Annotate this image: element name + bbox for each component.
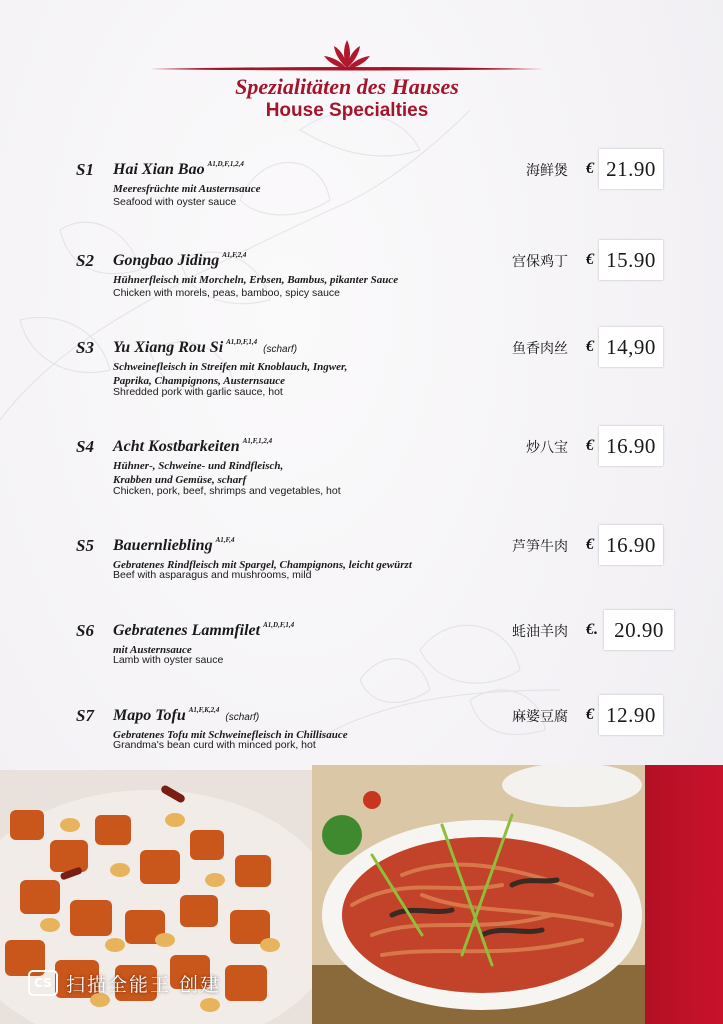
price-tag xyxy=(604,610,674,650)
item-name-line xyxy=(113,160,250,179)
item-description-german: Schweinefleisch in Streifen mit Knoblauch, Ingwer, Paprika, Champignons, Austernsauce xyxy=(113,361,348,387)
item-name-chinese: 炒八宝 xyxy=(526,440,568,456)
item-name: Yu Xiang Rou Si xyxy=(113,339,224,356)
price-tag xyxy=(599,240,663,280)
item-price: 21.90 xyxy=(606,157,656,181)
item-name-line xyxy=(113,621,300,640)
item-code: S4 xyxy=(76,437,94,456)
menu-item xyxy=(0,618,723,701)
item-name-line xyxy=(113,251,252,270)
price-tag xyxy=(599,695,663,735)
item-price: 12.90 xyxy=(606,703,656,727)
item-code: S5 xyxy=(76,536,94,555)
item-name: Hai Xian Bao xyxy=(113,161,205,178)
item-name-chinese: 鱼香肉丝 xyxy=(512,341,568,357)
menu-item xyxy=(0,335,723,418)
item-note: (scharf) xyxy=(225,712,260,723)
item-name-chinese: 蚝油羊肉 xyxy=(512,624,568,640)
title-english: House Specialties xyxy=(265,100,429,121)
red-decorative-band xyxy=(645,765,723,1024)
price-tag xyxy=(599,426,663,466)
allergen-codes: A1,F,1,2,4 xyxy=(242,437,273,445)
item-code: S1 xyxy=(76,160,94,179)
item-price: 16.90 xyxy=(606,434,656,458)
currency-symbol: € xyxy=(586,706,594,723)
allergen-codes: A1,D,F,1,4 xyxy=(226,338,258,346)
item-code: S3 xyxy=(76,338,94,357)
shredded-pork-photo xyxy=(312,765,645,1024)
item-code: S7 xyxy=(76,706,94,725)
item-description-english: Shredded pork with garlic sauce, hot xyxy=(113,386,283,398)
item-name: Bauernliebling xyxy=(113,537,213,554)
item-description-german: mit Austernsauce xyxy=(113,644,192,656)
currency-symbol: € xyxy=(586,338,594,355)
item-price: 16.90 xyxy=(606,533,656,557)
item-description-german: Gebratenes Rindfleisch mit Spargel, Champignons, leicht gewürzt xyxy=(113,559,412,571)
item-description-english: Seafood with oyster sauce xyxy=(113,196,237,208)
item-price: 14,90 xyxy=(606,335,656,359)
item-name-line xyxy=(113,338,297,357)
item-name-line xyxy=(113,706,259,725)
currency-symbol: € xyxy=(586,160,594,177)
title-german: Spezialitäten des Hauses xyxy=(235,74,459,99)
item-note: (scharf) xyxy=(263,344,298,355)
item-name-chinese: 芦笋牛肉 xyxy=(512,539,568,555)
allergen-codes: A1,F,K,2,4 xyxy=(188,706,220,714)
price-tag xyxy=(599,525,663,565)
item-name: Mapo Tofu xyxy=(113,707,186,724)
item-description-german: Meeresfrüchte mit Austernsauce xyxy=(113,183,261,195)
menu-item xyxy=(0,533,723,616)
price-tag xyxy=(599,327,663,367)
scanner-watermark xyxy=(28,968,221,998)
allergen-codes: A1,D,F,1,4 xyxy=(263,621,295,629)
price-tag xyxy=(599,149,663,189)
header-divider xyxy=(150,66,544,72)
item-name-line xyxy=(113,437,278,456)
watermark-text: 扫描全能王 创建 xyxy=(66,973,222,996)
currency-symbol: € xyxy=(586,437,594,454)
menu-item xyxy=(0,434,723,517)
item-name: Acht Kostbarkeiten xyxy=(113,438,240,455)
item-name: Gongbao Jiding xyxy=(113,252,220,269)
item-code: S6 xyxy=(76,621,94,640)
item-name-chinese: 宫保鸡丁 xyxy=(512,254,568,270)
menu-item xyxy=(0,248,723,331)
item-code: S2 xyxy=(76,251,94,270)
item-description-english: Lamb with oyster sauce xyxy=(113,654,224,666)
currency-symbol: € xyxy=(586,536,594,553)
item-description-english: Beef with asparagus and mushrooms, mild xyxy=(113,569,312,581)
currency-symbol: €. xyxy=(586,621,598,638)
item-name-line xyxy=(113,536,241,555)
item-description-german: Hühner-, Schweine- und Rindfleisch, Krabben und Gemüse, scharf xyxy=(113,460,284,486)
item-description-english: Chicken, pork, beef, shrimps and vegetables, hot xyxy=(113,485,341,497)
allergen-codes: A1,F,4 xyxy=(215,536,235,544)
item-name-chinese: 海鲜煲 xyxy=(526,163,568,179)
item-name-chinese: 麻婆豆腐 xyxy=(512,709,568,725)
camscanner-logo: CS xyxy=(28,970,58,996)
allergen-codes: A1,F,2,4 xyxy=(222,251,247,259)
currency-symbol: € xyxy=(586,251,594,268)
menu-item xyxy=(0,157,723,240)
item-name: Gebratenes Lammfilet xyxy=(113,622,261,639)
menu-header xyxy=(150,38,550,128)
item-description-english: Grandma's bean curd with minced pork, hot xyxy=(113,739,316,751)
item-price: 15.90 xyxy=(606,248,656,272)
item-description-german: Gebratenes Tofu mit Schweinefleisch in Chillisauce xyxy=(113,729,348,741)
item-description-english: Chicken with morels, peas, bamboo, spicy sauce xyxy=(113,287,341,299)
item-price: 20.90 xyxy=(614,618,664,642)
item-description-german: Hühnerfleisch mit Morcheln, Erbsen, Bambus, pikanter Sauce xyxy=(113,274,399,286)
allergen-codes: A1,D,F,1,2,4 xyxy=(207,160,244,168)
